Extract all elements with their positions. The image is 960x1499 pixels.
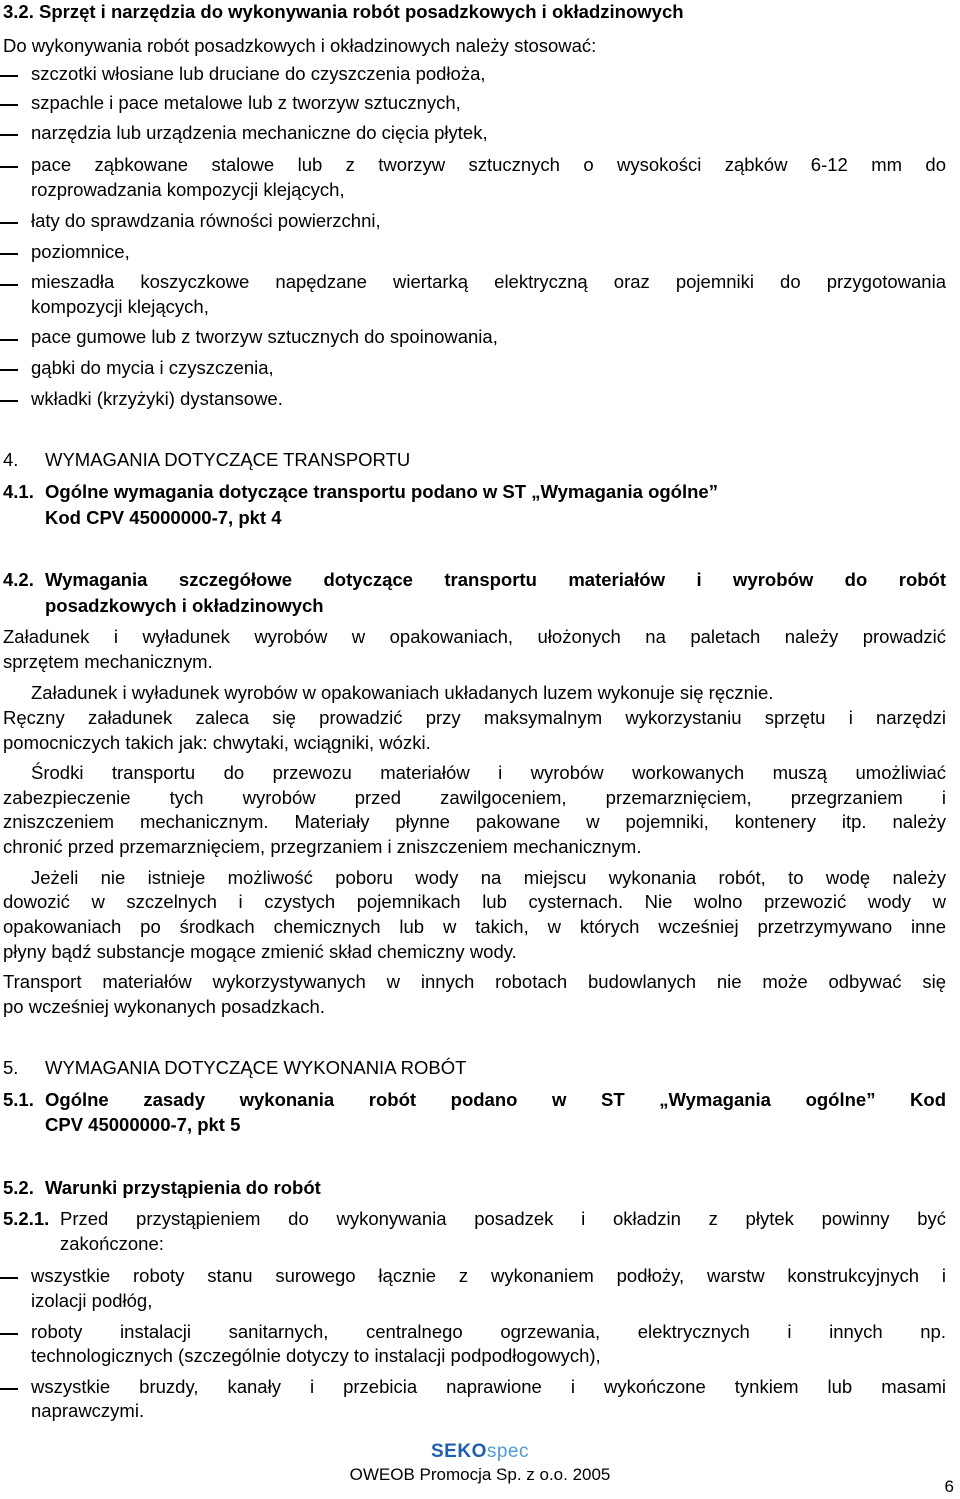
list-dash: [0, 284, 18, 286]
section-title-5-1: Ogólne zasady wykonania robót podano w ST „Wymagania ogólne” Kod: [45, 1089, 946, 1110]
paragraph-line: zniszczeniem mechanicznym. Materiały płynne pakowane w pojemniki, kontenery itp. należy: [3, 811, 946, 832]
paragraph-line: opakowaniach po środkach chemicznych lub w takich, w których wcześniej przetrzymywano inne: [3, 916, 946, 937]
section-title-4-1: Ogólne wymagania dotyczące transportu podano w ST „Wymagania ogólne”: [45, 481, 718, 502]
list-dash: [0, 339, 18, 341]
list-dash: [0, 253, 18, 255]
list-dash: [0, 400, 18, 402]
list-dash: [0, 1333, 18, 1335]
list-item: łaty do sprawdzania równości powierzchni,: [31, 210, 381, 231]
section-title-5-2: Warunki przystąpienia do robót: [45, 1177, 321, 1198]
paragraph-line: Transport materiałów wykorzystywanych w innych robotach budowlanych nie może odbywać się: [3, 971, 946, 992]
list-item: wkładki (krzyżyki) dystansowe.: [31, 388, 283, 409]
paragraph-line: zabezpieczenie tych wyrobów przed zawilgoceniem, przemarznięciem, przegrzaniem i: [3, 787, 946, 808]
section-title-5-1-cont: CPV 45000000-7, pkt 5: [45, 1114, 241, 1135]
paragraph-line: pomocniczych takich jak: chwytaki, wciągniki, wózki.: [3, 732, 431, 753]
list-item-continuation: kompozycji klejących,: [31, 296, 209, 317]
section-title-4: WYMAGANIA DOTYCZĄCE TRANSPORTU: [45, 449, 411, 470]
section-heading-3-2: 3.2. Sprzęt i narzędzia do wykonywania robót posadzkowych i okładzinowych: [3, 1, 684, 22]
footer-logo: [0, 1441, 960, 1463]
section-title-4-2: Wymagania szczegółowe dotyczące transportu materiałów i wyrobów do robót: [45, 569, 946, 590]
section-number-5-2-1: 5.2.1.: [3, 1208, 50, 1229]
section-title-4-2-cont: posadzkowych i okładzinowych: [45, 595, 324, 616]
list-dash: [0, 1388, 18, 1390]
list-item: szczotki włosiane lub druciane do czyszczenia podłoża,: [31, 63, 486, 84]
list-item: gąbki do mycia i czyszczenia,: [31, 357, 274, 378]
paragraph-line: Ręczny załadunek zaleca się prowadzić przy maksymalnym wykorzystaniu sprzętu i narzędzi: [3, 707, 946, 728]
list-item-continuation: naprawczymi.: [31, 1400, 145, 1421]
list-dash: [0, 104, 18, 106]
list-item: szpachle i pace metalowe lub z tworzyw sztucznych,: [31, 92, 461, 113]
section-number-5: 5.: [3, 1057, 19, 1078]
list-item-continuation: rozprowadzania kompozycji klejących,: [31, 179, 345, 200]
paragraph-line: dowozić w szczelnych i czystych pojemnikach lub cysternach. Nie wolno przewozić wody w: [3, 891, 946, 912]
list-item: narzędzia lub urządzenia mechaniczne do cięcia płytek,: [31, 122, 488, 143]
footer-logo-part-a: SEKO: [431, 1441, 487, 1462]
footer-company: OWEOB Promocja Sp. z o.o. 2005: [349, 1465, 611, 1484]
list-dash: [0, 369, 18, 371]
list-item: pace gumowe lub z tworzyw sztucznych do spoinowania,: [31, 326, 498, 347]
list-item: pace ząbkowane stalowe lub z tworzyw sztucznych o wysokości ząbków 6-12 mm do: [31, 154, 946, 175]
list-dash: [0, 75, 18, 77]
paragraph-line: chronić przed przemarznięciem, przegrzaniem i zniszczeniem mechanicznym.: [3, 836, 642, 857]
list-dash: [0, 222, 18, 224]
paragraph-line: po wcześniej wykonanych posadzkach.: [3, 996, 325, 1017]
section-number-4: 4.: [3, 449, 19, 470]
list-item-continuation: izolacji podłóg,: [31, 1290, 153, 1311]
section-title-5: WYMAGANIA DOTYCZĄCE WYKONANIA ROBÓT: [45, 1057, 467, 1078]
paragraph-line: sprzętem mechanicznym.: [3, 651, 213, 672]
paragraph-line: Załadunek i wyładunek wyrobów w opakowaniach układanych luzem wykonuje się ręcznie.: [31, 682, 774, 703]
paragraph-line: Załadunek i wyładunek wyrobów w opakowaniach, ułożonych na paletach należy prowadzić: [3, 626, 946, 647]
section-intro: Do wykonywania robót posadzkowych i okładzinowych należy stosować:: [3, 35, 597, 56]
paragraph-line: Jeżeli nie istnieje możliwość poboru wody na miejscu wykonania robót, to wodę należy: [31, 867, 946, 888]
section-number-4-2: 4.2.: [3, 569, 34, 590]
list-item: roboty instalacji sanitarnych, centralnego ogrzewania, elektrycznych i innych np.: [31, 1321, 946, 1342]
list-dash: [0, 134, 18, 136]
section-number-4-1: 4.1.: [3, 481, 34, 502]
list-item: mieszadła koszyczkowe napędzane wiertarką elektryczną oraz pojemniki do przygotowania: [31, 271, 946, 292]
section-text-5-2-1: Przed przystąpieniem do wykonywania posadzek i okładzin z płytek powinny być: [60, 1208, 946, 1229]
paragraph-line: płyny bądź substancje mogące zmienić skład chemiczny wody.: [3, 941, 517, 962]
list-dash: [0, 1277, 18, 1279]
list-item-continuation: technologicznych (szczególnie dotyczy to instalacji podpodłogowych),: [31, 1345, 601, 1366]
section-title-4-1-cont: Kod CPV 45000000-7, pkt 4: [45, 507, 282, 528]
section-number-5-2: 5.2.: [3, 1177, 34, 1198]
list-dash: [0, 166, 18, 168]
footer-logo-part-b: spec: [486, 1441, 529, 1462]
list-item: wszystkie roboty stanu surowego łącznie z wykonaniem podłoży, warstw konstrukcyjnych i: [31, 1265, 946, 1286]
paragraph-line: Środki transportu do przewozu materiałów i wyrobów workowanych muszą umożliwiać: [31, 762, 946, 783]
page-number: 6: [944, 1477, 954, 1496]
list-item: poziomnice,: [31, 241, 130, 262]
list-item: wszystkie bruzdy, kanały i przebicia naprawione i wykończone tynkiem lub masami: [31, 1376, 946, 1397]
section-text-5-2-1-cont: zakończone:: [60, 1233, 164, 1254]
section-number-5-1: 5.1.: [3, 1089, 34, 1110]
